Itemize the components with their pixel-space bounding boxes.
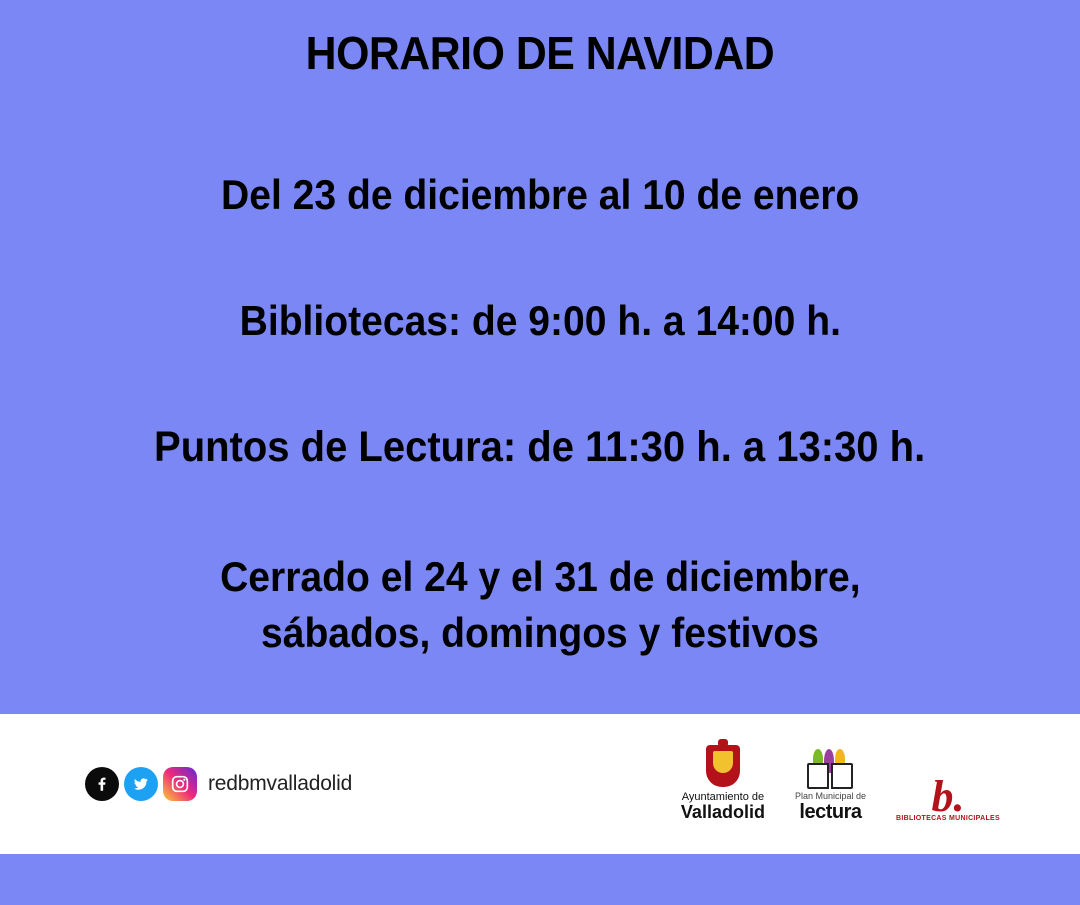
libraries-hours-line: Bibliotecas: de 9:00 h. a 14:00 h. [239,296,841,344]
instagram-icon[interactable] [163,767,197,801]
bibliotecas-caption: BIBLIOTECAS MUNICIPALES [896,814,1000,822]
ayuntamiento-line2: Valladolid [680,802,765,823]
footer-bar [0,714,1080,854]
facebook-icon[interactable] [85,767,119,801]
social-handle: redbmvalladolid [208,772,353,795]
closed-days-line: sábados, domingos y festivos [261,608,819,656]
ayuntamiento-de-valladolid-logo [681,745,765,823]
lectura-line1: Plan Municipal de [794,791,866,802]
date-range-line: Del 23 de diciembre al 10 de enero [220,170,860,218]
closed-dates-line: Cerrado el 24 y el 31 de diciembre, [219,552,861,600]
ayuntamiento-line1: Ayuntamiento de [681,791,765,804]
valladolid-shield-icon [706,745,740,787]
twitter-icon[interactable] [124,767,158,801]
bibliotecas-municipales-logo [896,771,1000,823]
bottom-band [0,854,1080,905]
lectura-line2: lectura [799,800,862,823]
social-links [85,767,352,801]
reading-points-hours-line: Puntos de Lectura: de 11:30 h. a 13:30 h. [154,423,926,472]
institution-logos [681,745,1000,823]
b-mark-icon: b. [931,771,965,821]
open-book-icon [807,749,853,789]
page-title: HORARIO DE NAVIDAD [305,27,775,79]
plan-municipal-de-lectura-logo [795,749,866,823]
